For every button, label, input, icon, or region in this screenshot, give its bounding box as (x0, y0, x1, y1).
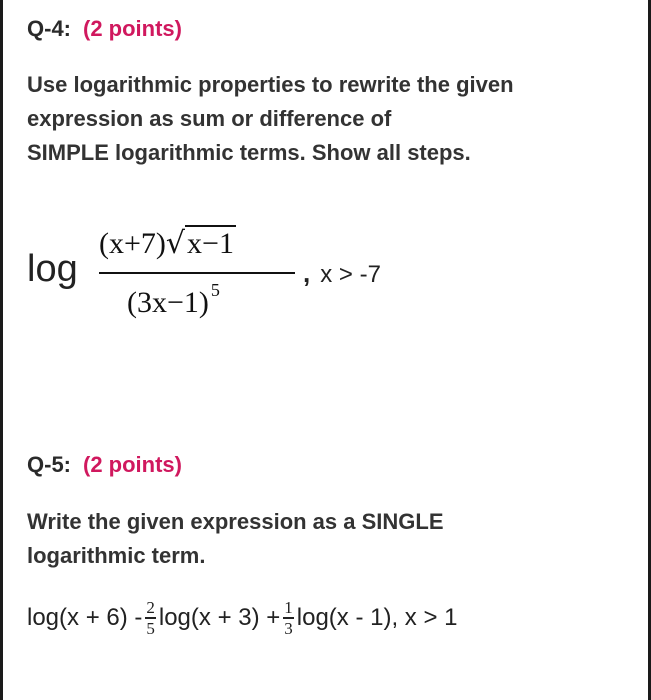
left-border (0, 0, 3, 700)
q4-denominator-exponent: 5 (210, 280, 220, 300)
q4-log-word: log (27, 248, 78, 290)
q5-frac1-denominator: 5 (146, 618, 155, 638)
q4-number: Q-4: (27, 16, 71, 41)
q4-comma: , (303, 258, 311, 288)
q5-term1: log(x + 6) - (27, 604, 143, 631)
q4-instruction-line: Use logarithmic properties to rewrite the given (27, 72, 514, 97)
q4-numerator-factor: (x+7) (99, 227, 166, 260)
q5-instruction (27, 505, 444, 573)
q4-denominator-base: (3x−1) (127, 286, 209, 319)
q4-instruction-line: SIMPLE logarithmic terms. Show all steps. (27, 140, 471, 165)
q5-fraction-2 (283, 599, 294, 637)
q4-radicand: x−1 (187, 227, 234, 260)
q4-instruction-line: expression as sum or difference of (27, 106, 392, 131)
q5-frac2-numerator: 1 (284, 598, 293, 618)
q4-sqrt (166, 226, 236, 261)
q4-denominator (127, 280, 220, 320)
q5-term2: log(x + 3) + (158, 604, 281, 631)
q5-term3: log(x - 1), x > 1 (296, 604, 458, 631)
q4-points: (2 points) (83, 16, 182, 41)
q4-numerator (99, 226, 236, 261)
q4-condition: x > -7 (320, 261, 381, 288)
q5-frac2-denominator: 3 (284, 618, 293, 638)
q4-header (27, 16, 182, 42)
q5-header (27, 452, 182, 478)
q4-condition-group (303, 258, 381, 289)
q5-number: Q-5: (27, 452, 71, 477)
sqrt-symbol-icon: √ (165, 226, 186, 261)
q4-instruction (27, 68, 514, 170)
q5-points: (2 points) (83, 452, 182, 477)
q5-instruction-line: logarithmic term. (27, 543, 206, 568)
q5-expression (27, 598, 458, 638)
q5-instruction-line: Write the given expression as a SINGLE (27, 509, 444, 534)
q4-fraction-bar (99, 272, 295, 274)
q4-expression (27, 226, 467, 319)
q5-frac1-numerator: 2 (146, 598, 155, 618)
q5-fraction-1 (145, 599, 156, 637)
